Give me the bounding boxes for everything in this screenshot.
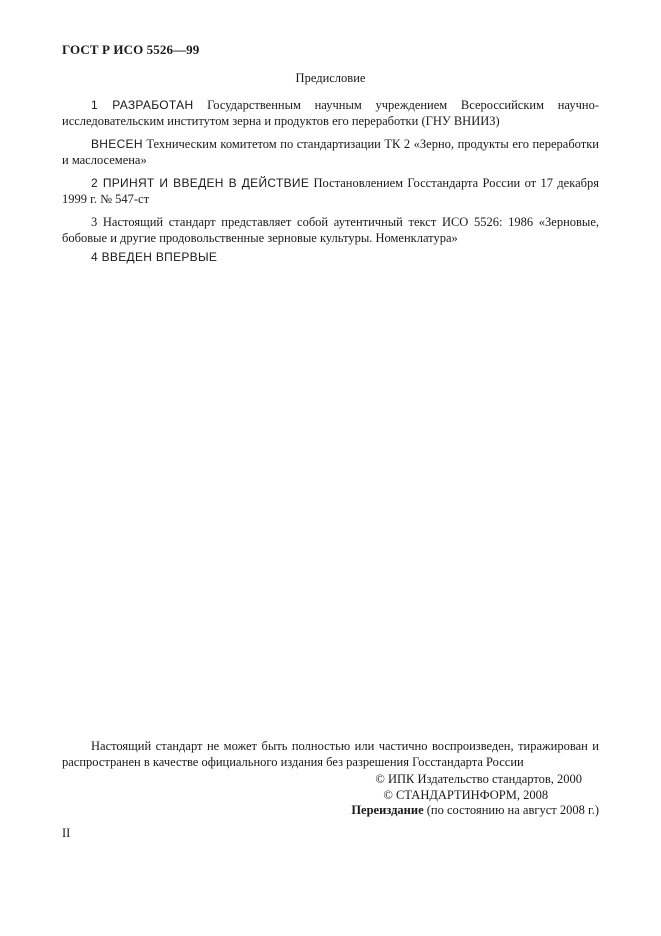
reissue-label: Переиздание — [351, 803, 424, 817]
item-label: 4 ВВЕДЕН ВПЕРВЫЕ — [91, 250, 218, 264]
document-code: ГОСТ Р ИСО 5526—99 — [62, 42, 200, 57]
preface-item-adopted — [62, 176, 599, 207]
item-label: ВНЕСЕН — [91, 137, 143, 151]
notice-text: Настоящий стандарт не может быть полностью или частично воспроизведен, тиражирован и распространен в качестве официального издания без разрешения Госстандарта России — [62, 739, 599, 769]
copyright-block — [351, 772, 599, 819]
page-number: II — [62, 826, 71, 840]
preface-item-introduced — [62, 137, 599, 168]
copyright-line-ipk: © ИПК Издательство стандартов, 2000 — [375, 772, 583, 786]
preface-item-authentic-text — [62, 215, 599, 246]
preface-item-first-introduced — [62, 250, 599, 266]
preface-title: Предисловие — [295, 71, 366, 85]
item-text: Постановлением Госстандарта России от 17 декабря 1999 г. № 547-ст — [62, 176, 599, 206]
preface-item-developed — [62, 98, 599, 129]
item-text: Государственным научным учреждением Всероссийским научно-исследовательским институтом зерна и продуктов его переработки (ГНУ ВНИИЗ) — [62, 98, 599, 128]
item-text: 3 Настоящий стандарт представляет собой аутентичный текст ИСО 5526: 1986 «Зерновые, бобовые и другие продовольственные зерновые культуры. Номенклатура» — [62, 215, 599, 245]
reissue-line — [351, 803, 599, 819]
reproduction-notice — [62, 738, 599, 770]
item-text: Техническим комитетом по стандартизации ТК 2 «Зерно, продукты его переработки и маслосемена» — [62, 137, 599, 167]
item-label: 2 ПРИНЯТ И ВВЕДЕН В ДЕЙСТВИЕ — [91, 176, 310, 190]
item-label: 1 РАЗРАБОТАН — [91, 98, 194, 112]
copyright-line-standartinform: © СТАНДАРТИНФОРМ, 2008 — [383, 787, 549, 802]
reissue-text: (по состоянию на август 2008 г.) — [423, 803, 599, 817]
